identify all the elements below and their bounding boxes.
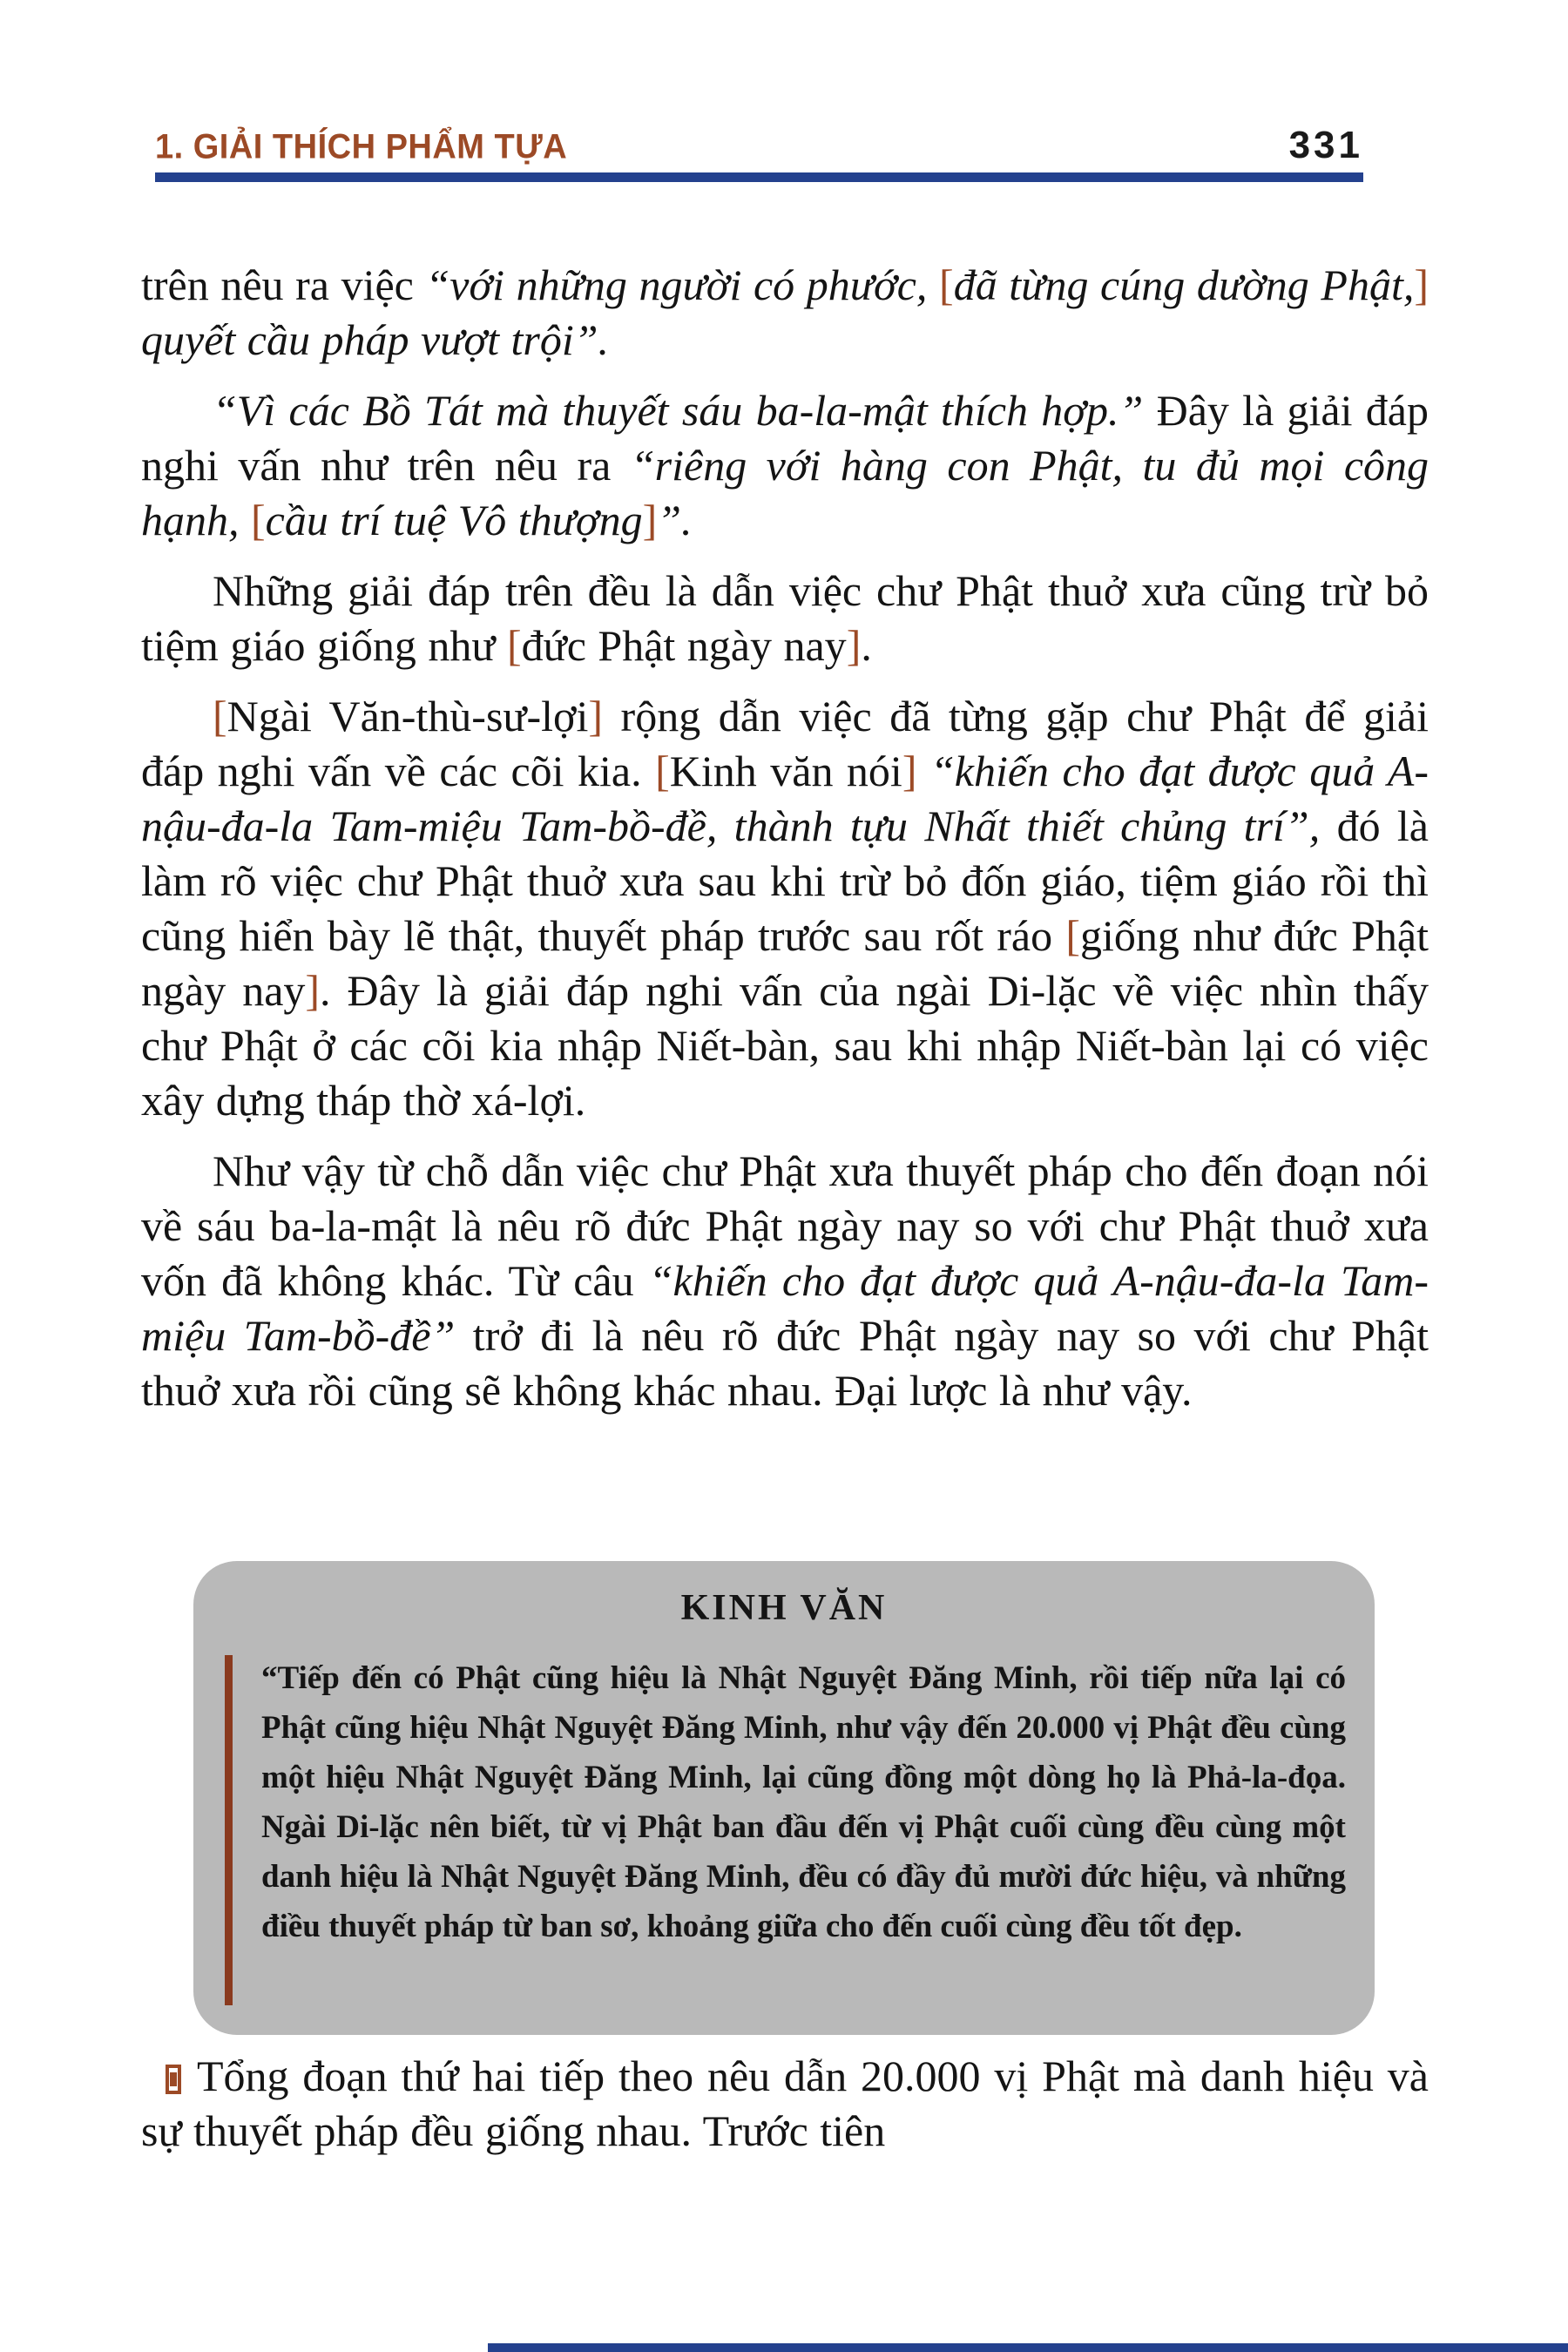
text-segment: trở đi là nêu rõ đức Phật ngày nay so với chư Phật thuở xưa rồi cũng sẽ không khác nhau. Đại lược là như vậy. (141, 1311, 1429, 1415)
paragraph-5 (141, 1144, 1429, 1418)
running-head-section-title: 1. GIẢI THÍCH PHẨM TỰA (155, 127, 568, 166)
text-segment: giống như đức Phật ngày nay (141, 911, 1429, 1015)
text-segment: Như vậy từ chỗ dẫn việc chư Phật xưa thuyết pháp cho đến đoạn nói về sáu ba-la-mật là nêu rõ đức Phật ngày nay so với chư Phật thuở xưa vốn đã không khác. Từ câu (141, 1146, 1429, 1305)
text-segment: đó là làm rõ việc chư Phật thuở xưa sau khi trừ bỏ đốn giáo, tiệm giáo rồi thì cũng hiển bày lẽ thật, thuyết pháp trước sau rốt ráo (141, 801, 1429, 960)
text-segment: ”. (657, 496, 693, 544)
kinh-van-box (193, 1561, 1375, 2035)
square-bullet-icon (166, 2065, 181, 2094)
text-segment: đã từng cúng dường Phật, (953, 260, 1415, 309)
text-segment: “khiến cho đạt được quả A-nậu-đa-la Tam-miệu Tam-bồ-đề” (141, 1256, 1429, 1360)
page-number: 331 (1288, 124, 1363, 166)
text-segment: ] (642, 496, 658, 544)
paragraph-4 (141, 689, 1429, 1128)
closing-section (141, 2049, 1429, 2174)
closing-paragraph (141, 2049, 1429, 2159)
text-segment: Kinh văn nói (669, 747, 902, 795)
paragraph-1 (141, 258, 1429, 368)
text-segment: Những giải đáp trên đều là dẫn việc chư Phật thuở xưa cũng trừ bỏ tiệm giáo giống như (141, 566, 1429, 670)
text-segment: “khiến cho đạt được quả A-nậu-đa-la Tam-miệu Tam-bồ-đề, thành tựu Nhất thiết chủng trí”, (141, 747, 1429, 850)
kinh-van-title: KINH VĂN (680, 1588, 888, 1628)
text-segment: rộng dẫn việc đã từng gặp chư Phật để giải đáp nghi vấn về các cõi kia. (141, 692, 1429, 795)
text-segment: . (861, 621, 872, 670)
paragraph-2 (141, 383, 1429, 548)
running-head (155, 124, 1363, 167)
paragraph-3 (141, 564, 1429, 673)
text-segment: ] (902, 747, 917, 795)
text-segment: “riêng với hàng con Phật, tu đủ mọi công hạnh, (141, 441, 1429, 544)
text-segment: “Vì các Bồ Tát mà thuyết sáu ba-la-mật thích hợp.” (213, 386, 1144, 435)
text-segment: trên nêu ra việc (141, 260, 426, 309)
text-segment: ] (846, 621, 862, 670)
text-segment: [ (506, 621, 522, 670)
text-segment: [ (213, 692, 227, 740)
square-bullet-inner (170, 2072, 177, 2086)
kinh-van-quote: “Tiếp đến có Phật cũng hiệu là Nhật Nguyệt Đăng Minh, rồi tiếp nữa lại có Phật cũng hiệu Nhật Nguyệt Đăng Minh, như vậy đến 20.000 vị Phật đều cùng một hiệu Nhật Nguyệt Đăng Minh, lại cũng đồng một dòng họ là Phả-la-đọa. Ngài Di-lặc nên biết, từ vị Phật ban đầu đến vị Phật cuối cùng đều cùng một danh hiệu là Nhật Nguyệt Đăng Minh, đều có đầy đủ mười đức hiệu, và những điều thuyết pháp từ ban sơ, khoảng giữa cho đến cuối cùng đều tốt đẹp. (261, 1660, 1346, 1944)
text-segment: [ (1065, 911, 1081, 960)
text-segment: đức Phật ngày nay (521, 621, 847, 670)
text-segment: . Đây là giải đáp nghi vấn của ngài Di-lặc về việc nhìn thấy chư Phật ở các cõi kia nhập Niết-bàn, sau khi nhập Niết-bàn lại có việc xây dựng tháp thờ xá-lợi. (141, 966, 1429, 1125)
quote-accent-bar (225, 1655, 233, 2005)
text-segment: Đây là giải đáp nghi vấn như trên nêu ra (141, 386, 1429, 490)
footer-rule (488, 2343, 1568, 2352)
text-segment: ] (305, 966, 321, 1015)
text-segment: cầu trí tuệ Vô thượng (265, 496, 643, 544)
text-segment: quyết cầu pháp vượt trội”. (141, 315, 610, 364)
header-rule (155, 172, 1363, 182)
closing-text: Tổng đoạn thứ hai tiếp theo nêu dẫn 20.000 vị Phật mà danh hiệu và sự thuyết pháp đều giống nhau. Trước tiên (141, 2051, 1429, 2155)
text-segment: [ (939, 260, 954, 309)
text-segment: ] (588, 692, 604, 740)
text-segment: “với những người có phước, (425, 260, 940, 309)
text-segment: [ (655, 747, 670, 795)
body-text (141, 258, 1429, 1434)
text-segment: [ (251, 496, 266, 544)
text-segment: ] (1414, 260, 1429, 309)
text-segment: Ngài Văn-thù-sư-lợi (226, 692, 589, 740)
